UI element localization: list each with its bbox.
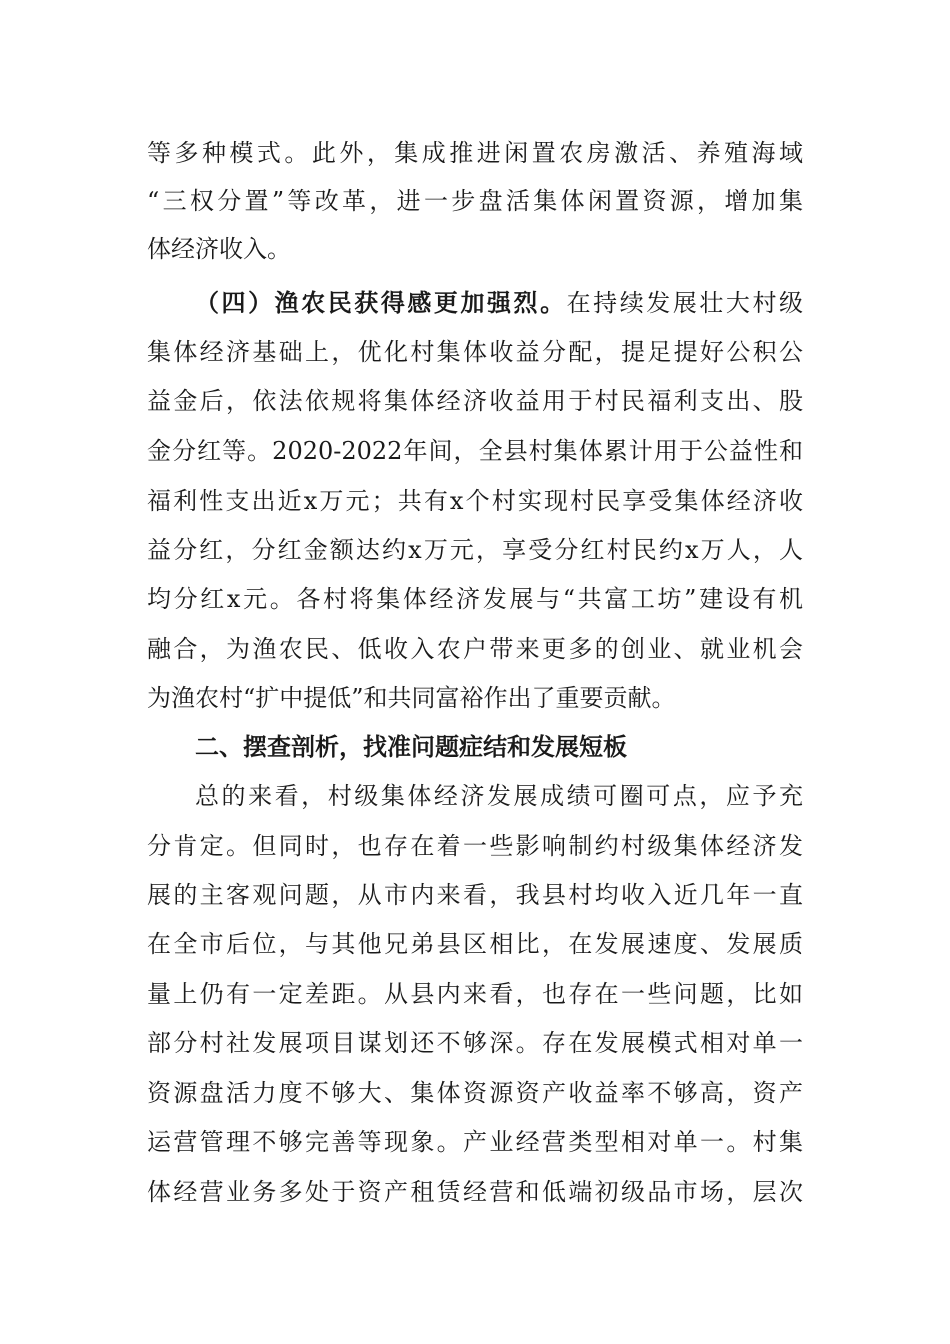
- section-heading: 二、摆查剖析，找准问题症结和发展短板: [195, 733, 627, 761]
- paragraph-2-line-6: 益分红，分红金额达约x万元，享受分红村民约x万人，人: [147, 536, 803, 564]
- paragraph-2-line-9: 为渔农村“扩中提低”和共同富裕作出了重要贡献。: [147, 684, 676, 712]
- paragraph-2-line-2: 集体经济基础上，优化村集体收益分配，提足提好公积公: [147, 338, 803, 366]
- paragraph-3-line-4: 在全市后位，与其他兄弟县区相比，在发展速度、发展质: [147, 930, 803, 958]
- paragraph-2-line-1: [195, 288, 803, 318]
- paragraph-3-line-9: 体经营业务多处于资产租赁经营和低端初级品市场，层次: [147, 1178, 803, 1206]
- paragraph-3-line-5: 量上仍有一定差距。从县内来看，也存在一些问题，比如: [147, 980, 803, 1008]
- paragraph-2-line-4: 金分红等。2020-2022年间，全县村集体累计用于公益性和: [147, 437, 803, 465]
- paragraph-2-bold-lead: （四）渔农民获得感更加强烈。: [195, 289, 567, 317]
- paragraph-1-line-1: 等多种模式。此外，集成推进闲置农房激活、养殖海域: [147, 139, 803, 167]
- paragraph-3-line-6: 部分村社发展项目谋划还不够深。存在发展模式相对单一: [147, 1029, 803, 1057]
- paragraph-3-line-1: 总的来看，村级集体经济发展成绩可圈可点，应予充: [195, 782, 803, 810]
- paragraph-2-line-7: 均分红x元。各村将集体经济发展与“共富工坊”建设有机: [147, 585, 803, 613]
- paragraph-1-line-2: “三权分置”等改革，进一步盘活集体闲置资源，增加集: [147, 187, 803, 215]
- paragraph-1-line-3: 体经济收入。: [147, 235, 291, 263]
- paragraph-3-line-8: 运营管理不够完善等现象。产业经营类型相对单一。村集: [147, 1128, 803, 1156]
- paragraph-3-line-2: 分肯定。但同时，也存在着一些影响制约村级集体经济发: [147, 832, 803, 860]
- paragraph-3-line-3: 展的主客观问题，从市内来看，我县村均收入近几年一直: [147, 881, 803, 909]
- paragraph-3-line-7: 资源盘活力度不够大、集体资源资产收益率不够高，资产: [147, 1079, 803, 1107]
- paragraph-2-line-1-rest: 在持续发展壮大村级: [566, 289, 804, 317]
- paragraph-2-line-5: 福利性支出近x万元；共有x个村实现村民享受集体经济收: [147, 487, 803, 515]
- paragraph-2-line-8: 融合，为渔农民、低收入农户带来更多的创业、就业机会: [147, 635, 803, 663]
- paragraph-2-line-3: 益金后，依法依规将集体经济收益用于村民福利支出、股: [147, 387, 803, 415]
